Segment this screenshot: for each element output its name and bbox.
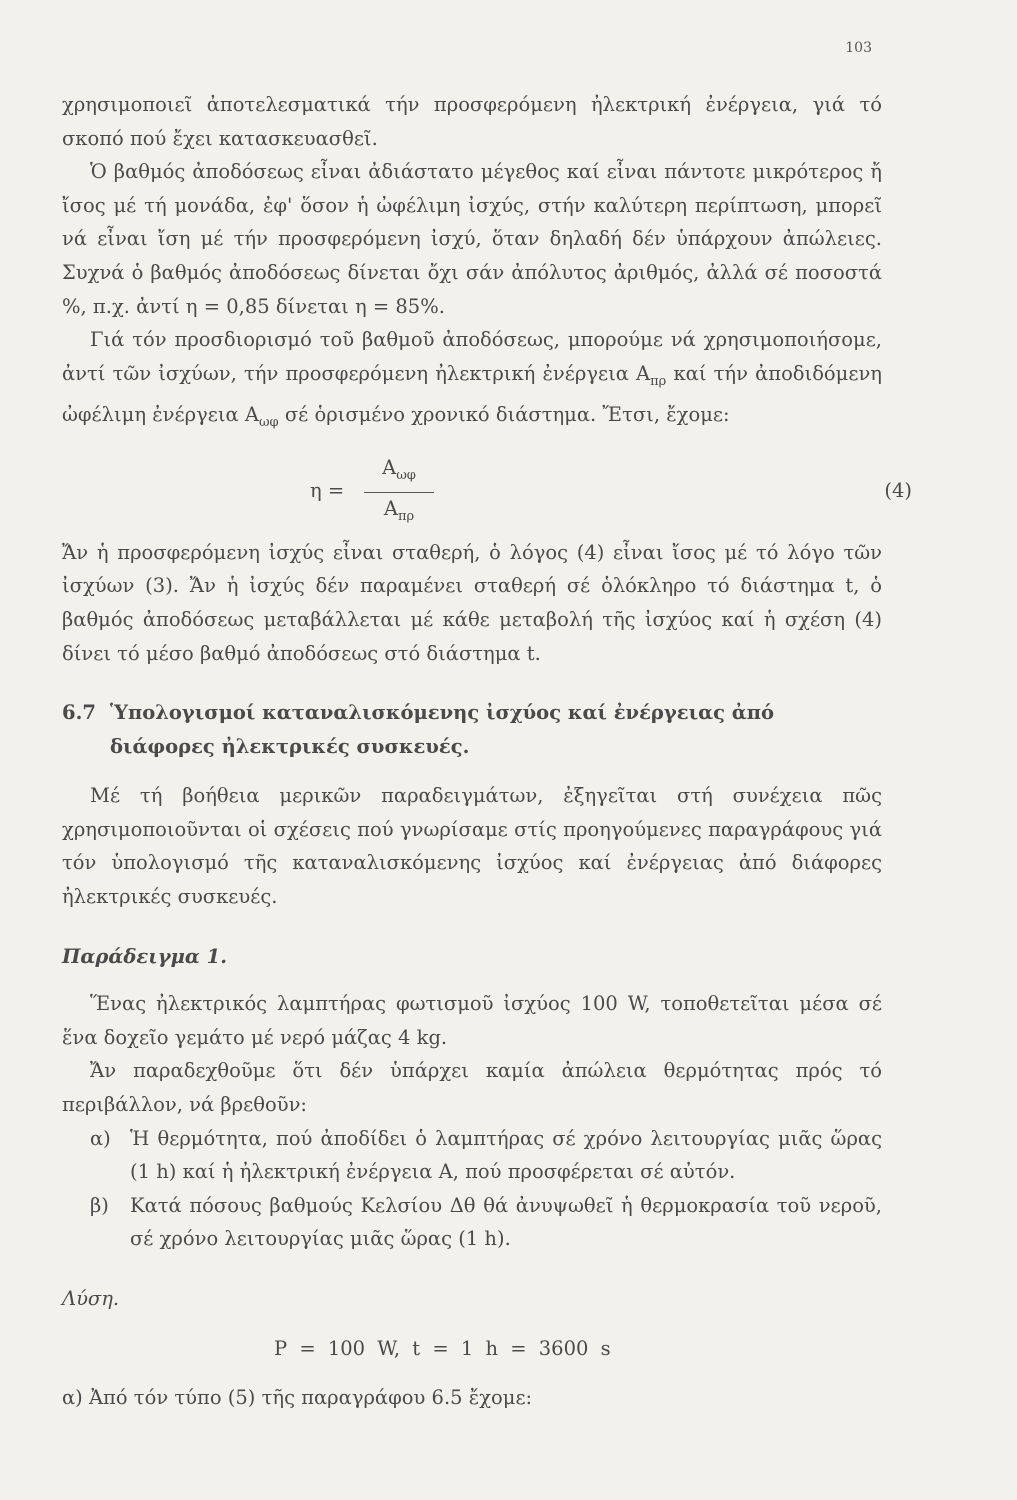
- formula-lhs: η =: [310, 478, 345, 502]
- list-item: β) Κατά πόσους βαθμούς Κελσίου Δθ θά ἀνυψωθεῖ ἡ θερμοκρασία τοῦ νεροῦ, σέ χρόνο λειτουργίας μιᾶς ὥρας (1 h).: [90, 1193, 882, 1251]
- solution-title: Λύση.: [62, 1287, 120, 1310]
- paragraph-assumption: Ἄν παραδεχθοῦμε ὅτι δέν ὑπάρχει καμία ἀπώλεια θερμότητας πρός τό περιβάλλον, νά βρεθοῦν:: [62, 1059, 882, 1117]
- paragraph-intro-examples: Μέ τή βοήθεια μερικῶν παραδειγμάτων, ἐξηγεῖται στή συνέχεια πῶς χρησιμοποιοῦνται οἱ σχέσεις πού γνωρίσαμε στίς προηγούμενες παραγράφους γιά τόν ὑπολογισμό τῆς καταναλισκόμενης ἰσχύος καί ἐνέργειας ἀπό διάφορες ἠλεκτρικές συσκευές.: [62, 784, 882, 909]
- list-item: α) Ἡ θερμότητα, πού ἀποδίδει ὁ λαμπτήρας σέ χρόνο λειτουργίας μιᾶς ὥρας (1 h) καί ἡ ἠλεκτρική ἐνέργεια A, πού προσφέρεται σέ αὐτόν.: [90, 1126, 882, 1184]
- paragraph-continuation: χρησιμοποιεῖ ἀποτελεσματικά τήν προσφερόμενη ἠλεκτρική ἐνέργεια, γιά τό σκοπό πού ἔχει κατασκευασθεῖ.: [62, 93, 882, 150]
- given-data: P = 100 W, t = 1 h = 3600 s: [274, 1336, 611, 1360]
- example-title: Παράδειγμα 1.: [62, 944, 227, 968]
- efficiency-formula: [62, 450, 912, 530]
- paragraph-energy-ratio: Γιά τόν προσδιορισμό τοῦ βαθμοῦ ἀποδόσεως, μπορούμε νά χρησιμοποιήσομε, ἀντί τῶν ἰσχύων, τήν προσφερόμενη ἠλεκτρική ἐνέργεια $A_{\pi\rho}$ καί τήν ἀποδιδόμενη ὠφέλιμη ἐνέργεια $A_{\omega\varphi}$ σέ ὁρισμένο χρονικό διάστημα. Ἔτσι, ἔχομε:: [62, 328, 882, 431]
- section-title: Ὑπολογισμοί καταναλισκόμενης ἰσχύος καί ἐνέργειας ἀπό διάφορες ἠλεκτρικές συσκευές.: [110, 701, 775, 758]
- page-body: [62, 88, 912, 1415]
- paragraph-efficiency: Ὁ βαθμός ἀποδόσεως εἶναι ἀδιάστατο μέγεθος καί εἶναι πάντοτε μικρότερος ἤ ἴσος μέ τή μονάδα, ἐφ' ὅσον ἡ ὠφέλιμη ἰσχύς, στήν καλύτερη περίπτωση, μπορεῖ νά εἶναι ἴση μέ τήν προσφερόμενη ἰσχύ, ὅταν δηλαδή δέν ὑπάρχουν ἀπώλειες. Συχνά ὁ βαθμός ἀποδόσεως δίνεται ὄχι σάν ἀπόλυτος ἀριθμός, ἀλλά σέ ποσοστά %, π.χ. ἀντί η = 0,85 δίνεται η = 85%.: [62, 160, 882, 318]
- paragraph-constant-power: Ἄν ἡ προσφερόμενη ἰσχύς εἶναι σταθερή, ὁ λόγος (4) εἶναι ἴσος μέ τό λόγο τῶν ἰσχύων (3). Ἄν ἡ ἰσχύς δέν παραμένει σταθερή σέ ὁλόκληρο τό διάστημα t, ὁ βαθμός ἀποδόσεως μεταβάλλεται μέ κάθε μεταβολή τῆς ἰσχύος καί ἡ σχέση (4) δίνει τό μέσο βαθμό ἀποδόσεως στό διάστημα t.: [62, 540, 882, 665]
- formula-fraction: [364, 454, 434, 531]
- section-heading: [62, 696, 882, 763]
- formula-numerator: $A_{\omega\varphi}$: [382, 455, 416, 483]
- formula-denominator: $A_{\pi\rho}$: [383, 496, 415, 524]
- page-number: 103: [845, 40, 872, 56]
- section-number: 6.7: [62, 701, 96, 725]
- paragraph-step-a: α) Ἀπό τόν τύπο (5) τῆς παραγράφου 6.5 ἔχομε:: [62, 1386, 533, 1410]
- fraction-bar: [364, 492, 434, 493]
- paragraph-lamp: Ἕνας ἠλεκτρικός λαμπτήρας φωτισμοῦ ἰσχύος 100 W, τοποθετεῖται μέσα σέ ἕνα δοχεῖο γεμάτο μέ νερό μάζας 4 kg.: [62, 992, 882, 1049]
- equation-number: (4): [884, 478, 912, 502]
